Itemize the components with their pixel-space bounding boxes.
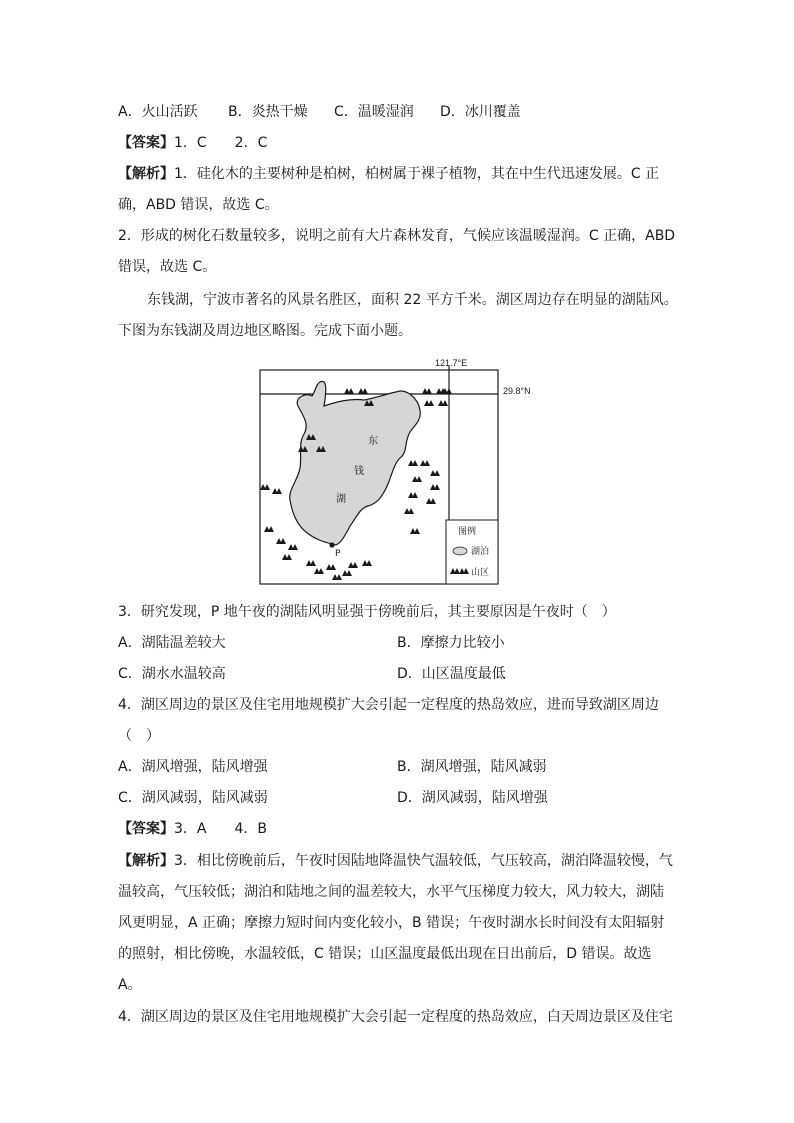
analysis-2-line-2: 温较高，气压较低；湖泊和陆地之间的温差较大，水平气压梯度力较大，风力较大，湖陆 [118,884,664,900]
answer-label: 【答案】 [118,821,174,837]
analysis-2-line-6: 4．湖区周边的景区及住宅用地规模扩大会引起一定程度的热岛效应，白天周边景区及住宅 [118,1009,673,1025]
analysis-text: 1．硅化木的主要树种是柏树，柏树属于裸子植物，其在中生代迅速发展。C 正 [174,166,660,182]
prev-option-b: B．炎热干燥 [228,104,308,120]
prev-option-c: C．温暖湿润 [334,104,414,120]
question-4-stem-2: （ ） [118,728,160,744]
point-p-label: P [335,549,341,559]
answer-text: 3．A 4．B [174,821,267,837]
question-3-stem: 3．研究发现，P 地午夜的湖陆风明显强于傍晚前后，其主要原因是午夜时（ ） [118,604,616,620]
question-3-option-d: D．山区温度最低 [397,666,506,682]
question-3-option-c: C．湖水水温较高 [118,666,226,682]
analysis-label: 【解析】 [118,853,174,869]
latitude-label: 29.8°N [503,386,531,396]
legend-mountain-label: 山区 [471,568,490,578]
lake-char-1: 东 [368,436,378,447]
analysis-text: 3．相比傍晚前后，午夜时因陆地降温快气温较低，气压较高，湖泊降温较慢，气 [174,853,673,869]
lake-char-2: 钱 [354,466,364,477]
analysis-1-line-3: 2．形成的树化石数量较多，说明之前有大片森林发育，气候应该温暖湿润。C 正确，ABD [118,228,676,244]
legend-lake-label: 湖泊 [471,547,490,557]
lake-char-3: 湖 [336,494,346,505]
prev-option-d: D．冰川覆盖 [440,104,521,120]
answer-2 [118,819,267,839]
intro-line-1: 东钱湖，宁波市著名的风景名胜区，面积 22 平方千米。湖区周边存在明显的湖陆风。 [147,292,678,308]
analysis-2-line-5: A。 [118,977,142,993]
question-4-option-b: B．湖风增强，陆风减弱 [397,759,547,775]
legend-title: 图例 [458,527,477,537]
question-3-option-a: A．湖陆温差较大 [118,635,226,651]
answer-label: 【答案】 [118,135,174,151]
question-4-option-a: A．湖风增强，陆风增强 [118,759,268,775]
question-4-option-c: C．湖风减弱，陆风减弱 [118,790,268,806]
question-3-option-b: B．摩擦力比较小 [397,635,505,651]
prev-option-a: A．火山活跃 [118,104,198,120]
answer-1 [118,133,267,153]
analysis-2-line-1 [118,851,673,871]
analysis-label: 【解析】 [118,166,174,182]
point-p [329,542,334,547]
answer-text: 1．C 2．C [174,135,268,151]
question-4-stem: 4．湖区周边的景区及住宅用地规模扩大会引起一定程度的热岛效应，进而导致湖区周边 [118,697,659,713]
analysis-1-line-4: 错误，故选 C。 [118,259,217,275]
intro-line-2: 下图为东钱湖及周边地区略图。完成下面小题。 [118,323,412,339]
longitude-label: 121.7°E [435,358,468,368]
analysis-1-line-2: 确，ABD 错误，故选 C。 [118,197,279,213]
analysis-2-line-4: 的照射，相比傍晚，水温较低，C 错误；山区温度最低出现在日出前后，D 错误。故选 [118,946,652,962]
legend-lake-icon [453,547,467,555]
analysis-2-line-3: 风更明显，A 正确；摩擦力短时间内变化较小，B 错误；午夜时湖水长时间没有太阳辐射 [118,915,665,931]
question-4-option-d: D．湖风减弱，陆风增强 [397,790,548,806]
analysis-1-line-1 [118,164,659,184]
east-qian-lake-map [258,354,531,588]
